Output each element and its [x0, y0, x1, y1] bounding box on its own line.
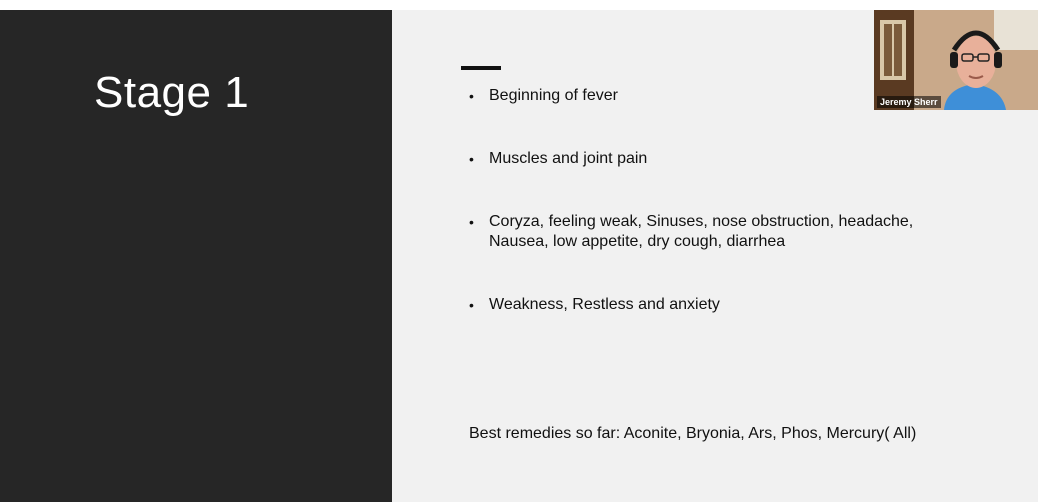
bullet-list	[469, 86, 969, 358]
remedies-note: Best remedies so far: Aconite, Bryonia, Ars, Phos, Mercury( All)	[469, 425, 917, 442]
bullet-text: Beginning of fever	[489, 87, 618, 104]
bullet-text: Coryza, feeling weak, Sinuses, nose obstruction, headache, Nausea, low appetite, dry cough, diarrhea	[489, 213, 914, 250]
bullet-dot-icon: •	[469, 151, 474, 167]
participant-video-tile[interactable]	[874, 10, 1038, 110]
bullet-dot-icon: •	[469, 214, 474, 230]
participant-video-feed	[874, 10, 1038, 110]
bullet-dot-icon: •	[469, 297, 474, 313]
bullet-text: Muscles and joint pain	[489, 150, 648, 167]
participant-name-label: Jeremy Sherr	[877, 96, 941, 108]
bullet-item	[469, 149, 969, 169]
bullet-dot-icon: •	[469, 88, 474, 104]
slide-title-panel	[0, 10, 392, 502]
accent-bar	[461, 66, 501, 70]
bullet-text: Weakness, Restless and anxiety	[489, 296, 720, 313]
slide-title: Stage 1	[94, 68, 250, 117]
bullet-item	[469, 212, 969, 252]
bullet-item	[469, 295, 969, 315]
